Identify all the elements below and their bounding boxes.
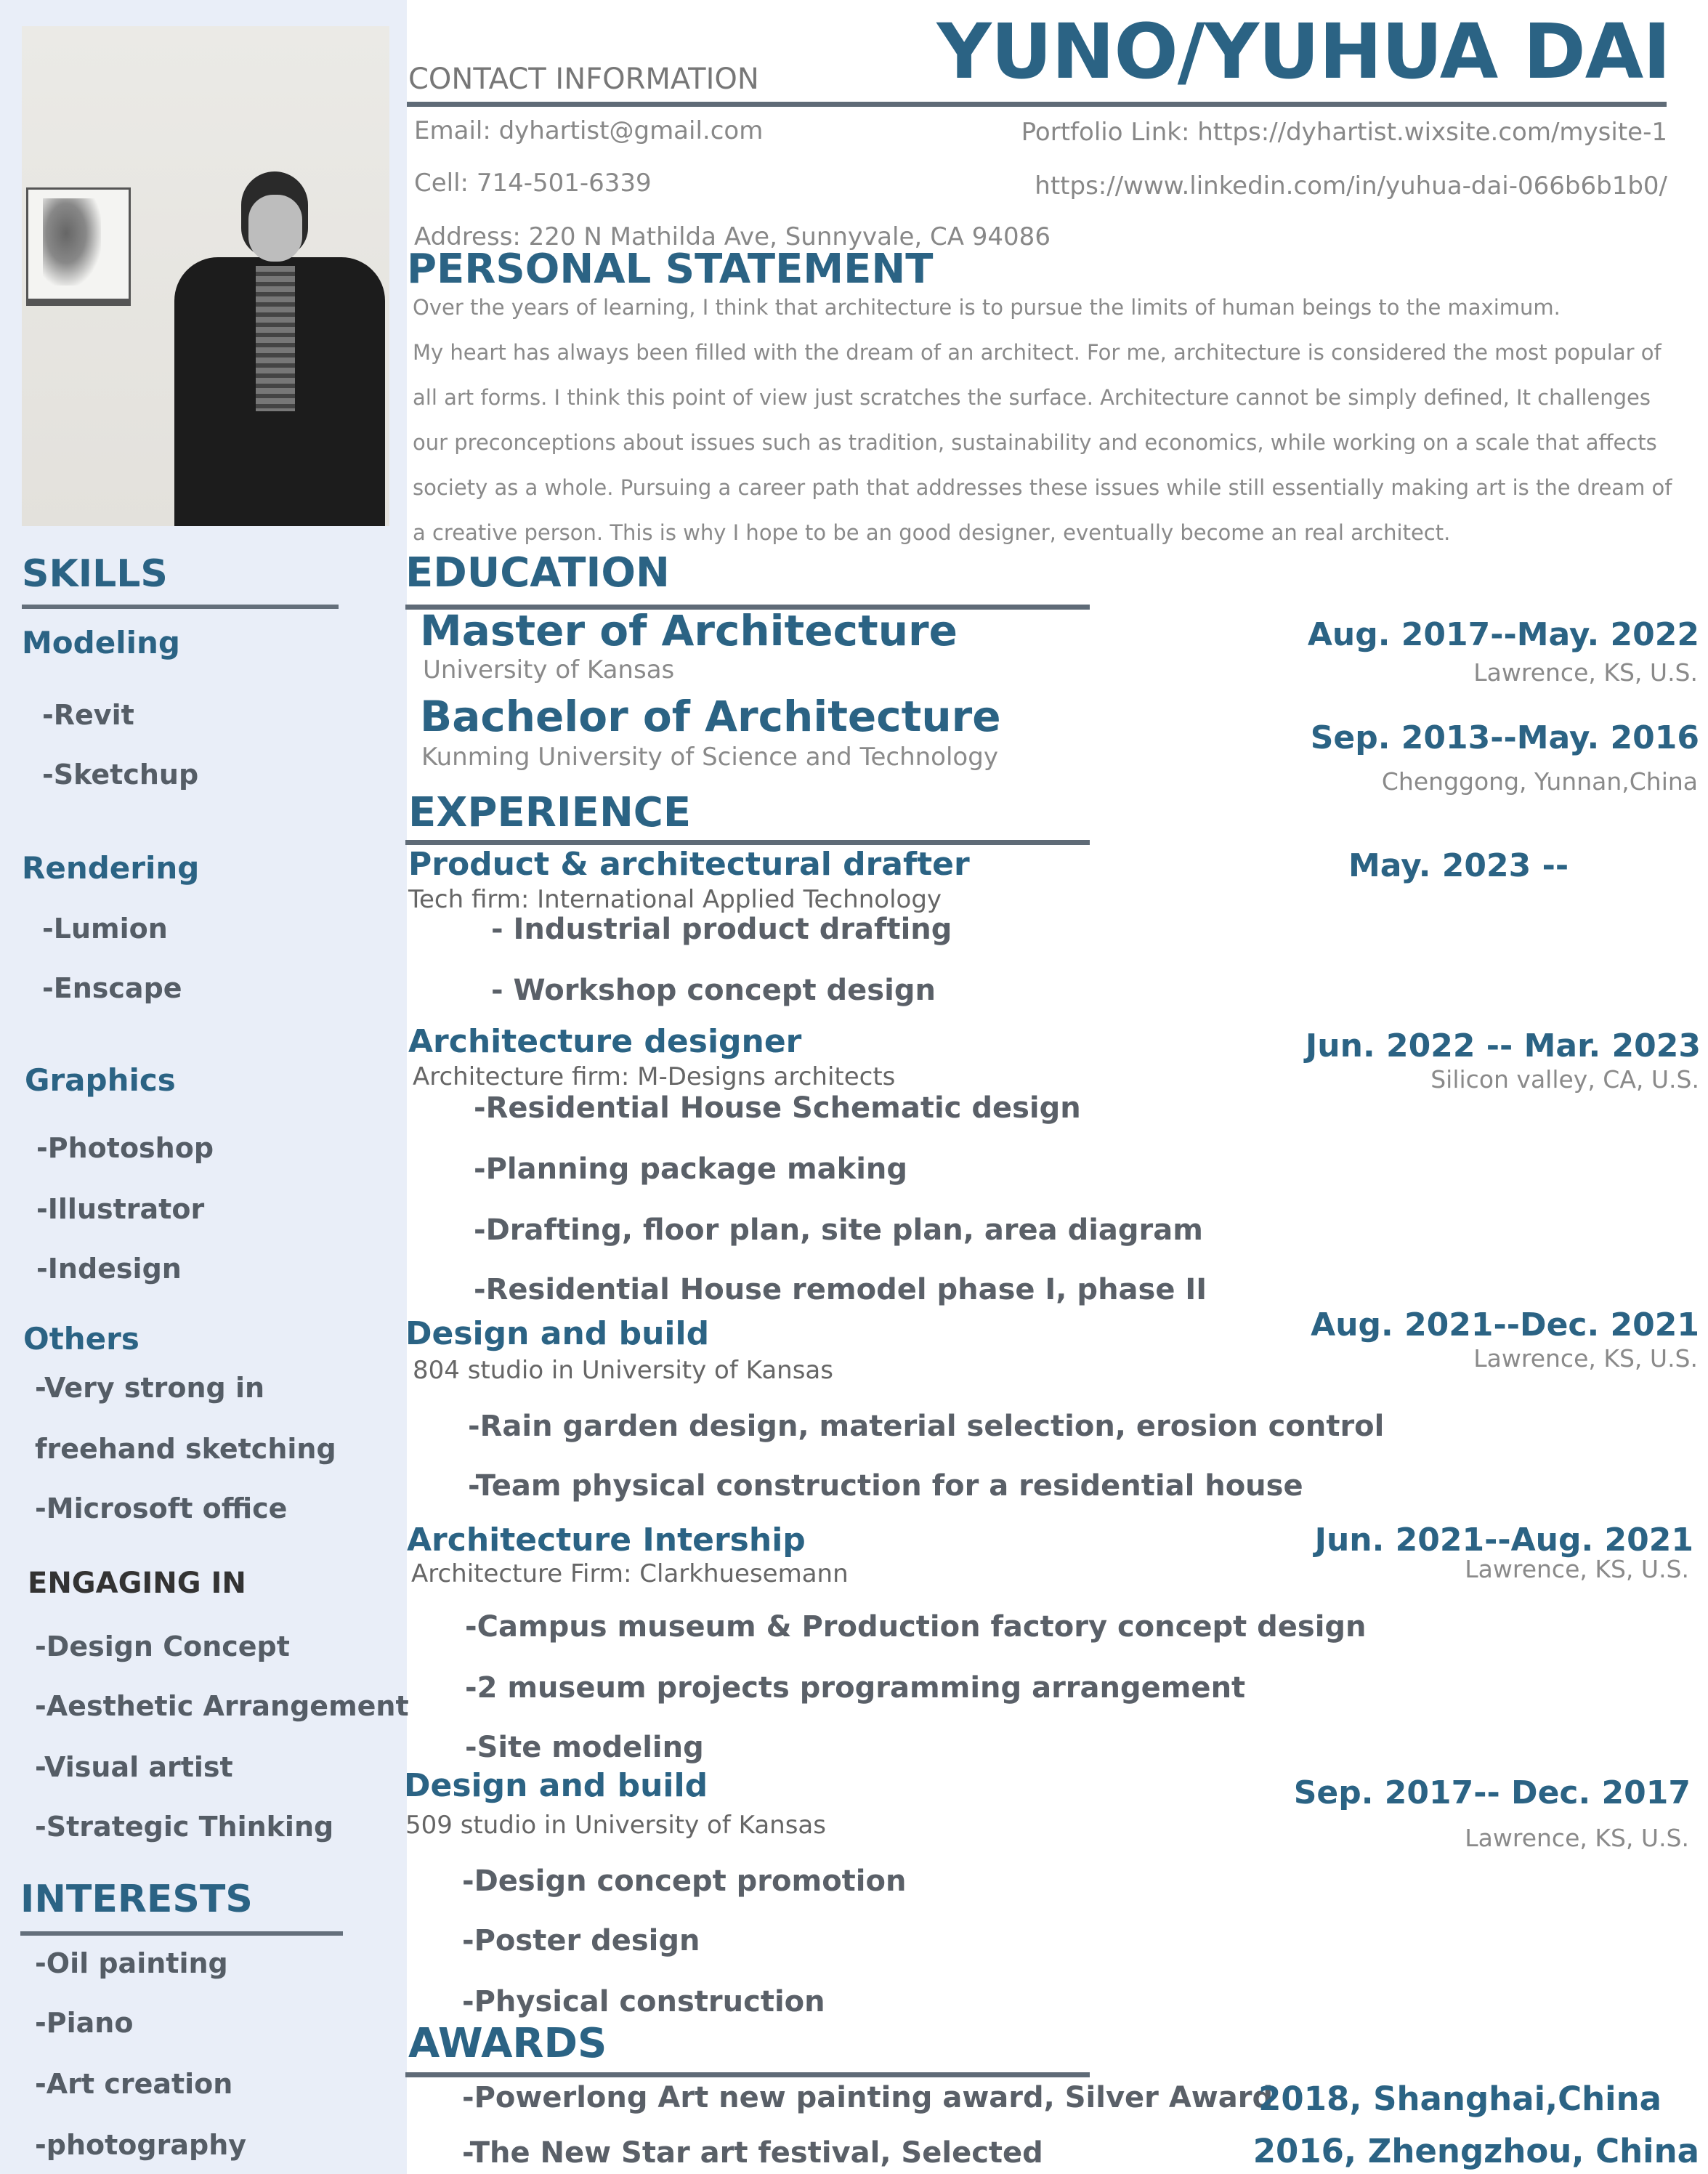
job-location: Lawrence, KS, U.S. bbox=[1473, 1344, 1698, 1373]
interests-rule bbox=[20, 1931, 343, 1936]
statement-heading: PERSONAL STATEMENT bbox=[407, 246, 934, 293]
skill-item: -Very strong in bbox=[35, 1372, 265, 1404]
linkedin-link[interactable]: https://www.linkedin.com/in/yuhua-dai-066b6b1b0/ bbox=[1035, 171, 1667, 201]
job-location: Silicon valley, CA, U.S. bbox=[1430, 1065, 1699, 1094]
experience-heading: EXPERIENCE bbox=[408, 789, 692, 836]
job-title: Architecture designer bbox=[408, 1023, 802, 1060]
portfolio-link[interactable]: Portfolio Link: https://dyhartist.wixsite.com/mysite-1 bbox=[1021, 118, 1667, 147]
job-task: -2 museum projects programming arrangement bbox=[465, 1671, 1246, 1705]
skills-rule bbox=[22, 605, 339, 609]
interest-item: -Piano bbox=[35, 2007, 134, 2039]
degree-title: Bachelor of Architecture bbox=[420, 692, 1001, 741]
statement-line: a creative person. This is why I hope to be an good designer, eventually become an real architect. bbox=[413, 520, 1451, 545]
skill-item: -Enscape bbox=[42, 972, 182, 1004]
address-text: Address: 220 N Mathilda Ave, Sunnyvale, CA 94086 bbox=[414, 222, 1051, 251]
skill-item: -Lumion bbox=[42, 913, 168, 945]
job-task: -Design concept promotion bbox=[462, 1864, 907, 1898]
skill-item: -Indesign bbox=[36, 1253, 182, 1285]
engaging-heading: ENGAGING IN bbox=[28, 1567, 246, 1600]
job-title: Design and build bbox=[405, 1315, 710, 1352]
job-title: Design and build bbox=[404, 1767, 708, 1804]
interests-heading: INTERESTS bbox=[20, 1878, 253, 1921]
job-firm: Architecture firm: M-Designs architects bbox=[413, 1062, 896, 1091]
job-task: -Residential House Schematic design bbox=[474, 1091, 1081, 1125]
job-location: Lawrence, KS, U.S. bbox=[1465, 1824, 1689, 1852]
header-rule bbox=[407, 102, 1667, 107]
award-item: -Powerlong Art new painting award, Silver Award bbox=[462, 2081, 1274, 2114]
award-year: 2016, Zhengzhou, China bbox=[1252, 2132, 1699, 2170]
skill-item: -Photoshop bbox=[36, 1132, 214, 1164]
profile-photo bbox=[22, 26, 389, 526]
statement-line: all art forms. I think this point of view just scratches the surface. Architecture cannot be simply defined, It challenges bbox=[413, 385, 1651, 410]
email-text[interactable]: Email: dyhartist@gmail.com bbox=[414, 116, 764, 145]
job-firm: Architecture Firm: Clarkhuesemann bbox=[411, 1559, 849, 1588]
skill-category-rendering: Rendering bbox=[22, 850, 200, 886]
education-location: Lawrence, KS, U.S. bbox=[1473, 658, 1698, 687]
engaging-item: -Design Concept bbox=[35, 1630, 290, 1662]
statement-line: My heart has always been filled with the dream of an architect. For me, architecture is considered the most popular of bbox=[413, 340, 1662, 365]
skill-item: -Sketchup bbox=[42, 759, 199, 791]
name-title: YUNO/YUHUA DAI bbox=[936, 7, 1670, 96]
school-name: University of Kansas bbox=[423, 655, 675, 684]
interest-item: -photography bbox=[35, 2129, 247, 2161]
education-heading: EDUCATION bbox=[405, 549, 670, 597]
job-title: Product & architectural drafter bbox=[408, 846, 970, 883]
job-date: Sep. 2017-- Dec. 2017 bbox=[1293, 1774, 1691, 1811]
job-task: -Drafting, floor plan, site plan, area diagram bbox=[474, 1213, 1203, 1247]
skill-item: freehand sketching bbox=[35, 1433, 336, 1465]
awards-rule bbox=[405, 2072, 1090, 2077]
award-item: -The New Star art festival, Selected bbox=[462, 2136, 1043, 2170]
job-date: Jun. 2022 -- Mar. 2023 bbox=[1305, 1027, 1701, 1064]
skill-category-modeling: Modeling bbox=[22, 625, 180, 660]
job-task: -Team physical construction for a residential house bbox=[468, 1469, 1303, 1503]
job-task: -Poster design bbox=[462, 1924, 700, 1957]
contact-heading: CONTACT INFORMATION bbox=[408, 62, 759, 96]
painting-frame bbox=[26, 187, 131, 306]
skill-item: -Microsoft office bbox=[35, 1492, 288, 1524]
statement-line: our preconceptions about issues such as tradition, sustainability and economics, while working on a scale that affects bbox=[413, 430, 1657, 455]
job-firm: 509 studio in University of Kansas bbox=[405, 1811, 826, 1840]
education-date: Sep. 2013--May. 2016 bbox=[1310, 719, 1699, 756]
job-date: Jun. 2021--Aug. 2021 bbox=[1314, 1522, 1693, 1559]
skills-heading: SKILLS bbox=[22, 552, 168, 596]
degree-title: Master of Architecture bbox=[420, 606, 958, 655]
job-task: - Industrial product drafting bbox=[491, 913, 952, 946]
experience-rule bbox=[405, 840, 1090, 845]
job-date: May. 2023 -- bbox=[1348, 847, 1569, 884]
interest-item: -Art creation bbox=[35, 2068, 233, 2100]
school-name: Kunming University of Science and Technology bbox=[421, 743, 998, 772]
statement-line: society as a whole. Pursuing a career path that addresses these issues while still essentially making art is the dream of bbox=[413, 475, 1672, 500]
engaging-item: -Visual artist bbox=[35, 1751, 233, 1783]
award-year: 2018, Shanghai,China bbox=[1258, 2080, 1662, 2118]
engaging-item: -Strategic Thinking bbox=[35, 1811, 334, 1843]
job-task: -Residential House remodel phase I, phase II bbox=[474, 1273, 1207, 1306]
skill-category-graphics: Graphics bbox=[25, 1062, 176, 1098]
interest-item: -Oil painting bbox=[35, 1947, 228, 1979]
awards-heading: AWARDS bbox=[408, 2020, 607, 2067]
job-date: Aug. 2021--Dec. 2021 bbox=[1311, 1306, 1699, 1343]
skill-category-others: Others bbox=[23, 1321, 139, 1357]
job-location: Lawrence, KS, U.S. bbox=[1465, 1555, 1689, 1583]
job-task: -Campus museum & Production factory concept design bbox=[465, 1610, 1367, 1644]
cell-text: Cell: 714-501-6339 bbox=[414, 169, 652, 198]
job-task: -Physical construction bbox=[462, 1985, 825, 2019]
job-task: -Rain garden design, material selection, erosion control bbox=[468, 1410, 1385, 1443]
job-firm: 804 studio in University of Kansas bbox=[413, 1356, 833, 1385]
job-task: -Site modeling bbox=[465, 1731, 704, 1764]
education-location: Chenggong, Yunnan,China bbox=[1381, 767, 1698, 796]
job-firm: Tech firm: International Applied Technology bbox=[408, 885, 942, 914]
skill-item: -Revit bbox=[42, 699, 134, 731]
job-task: -Planning package making bbox=[474, 1152, 908, 1186]
skill-item: -Illustrator bbox=[36, 1193, 205, 1225]
education-date: Aug. 2017--May. 2022 bbox=[1307, 616, 1699, 653]
job-title: Architecture Intership bbox=[407, 1522, 806, 1559]
job-task: - Workshop concept design bbox=[491, 974, 936, 1007]
statement-line: Over the years of learning, I think that architecture is to pursue the limits of human beings to the maximum. bbox=[413, 295, 1561, 320]
engaging-item: -Aesthetic Arrangement bbox=[35, 1690, 409, 1722]
